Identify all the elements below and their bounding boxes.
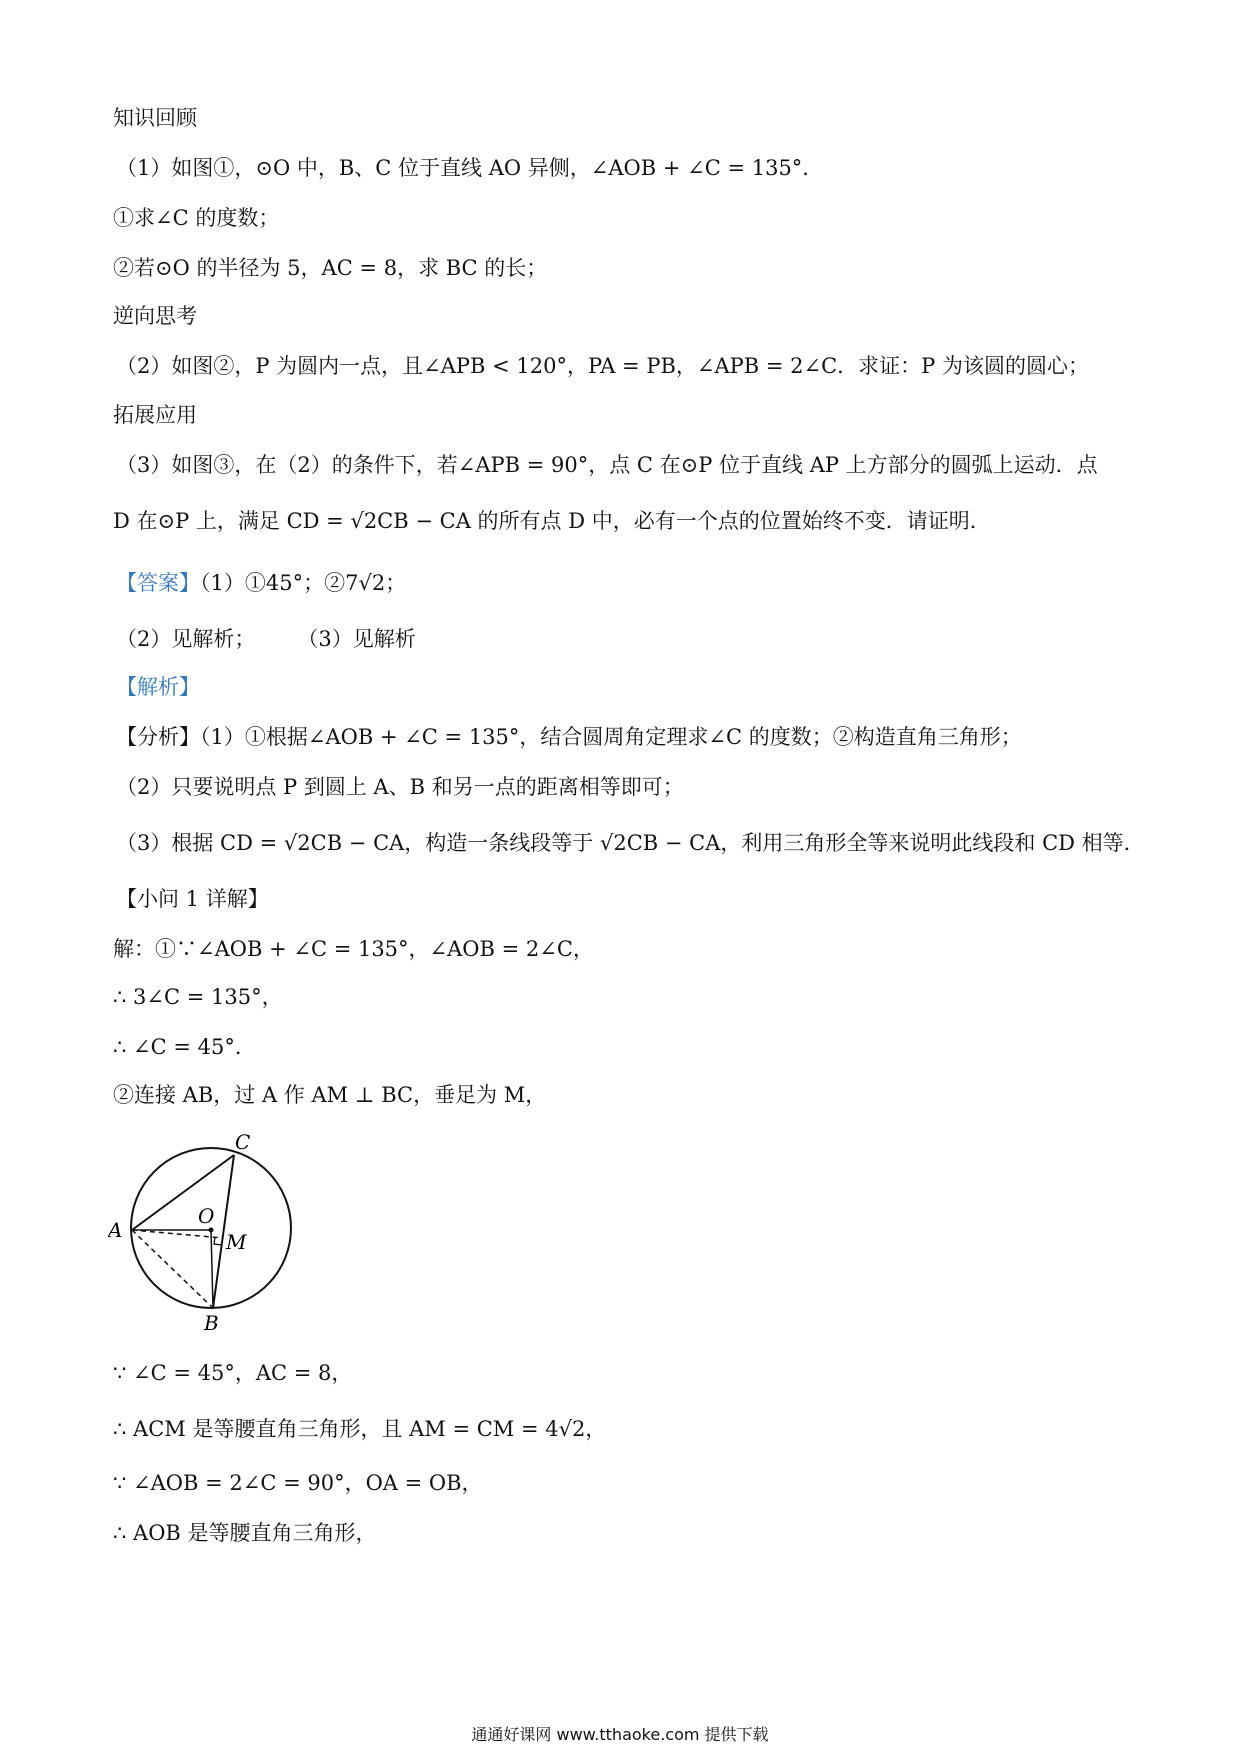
circle-figure: [108, 1125, 318, 1335]
solution-step-7: ∵ ∠AOB = 2∠C = 90°，OA = OB，: [113, 1471, 483, 1495]
solution-step-1: 解：①∵∠AOB + ∠C = 135°，∠AOB = 2∠C，: [113, 937, 594, 961]
label-B: B: [204, 1311, 219, 1335]
label-C: C: [235, 1130, 251, 1154]
question-1-text: （1）如图①，⊙O 中，B、C 位于直线 AO 异侧，∠AOB + ∠C = 135°．: [116, 156, 824, 180]
answer-tag: 【答案】: [116, 571, 200, 595]
center-point: [209, 1228, 214, 1233]
analysis-tag: 【解析】: [116, 675, 200, 699]
analysis-part-3: （3）根据 CD = √2CB − CA，构造一条线段等于 √2CB − CA，利用三角形全等来说明此线段和 CD 相等．: [116, 831, 1145, 855]
analysis-summary: 【分析】（1）①根据∠AOB + ∠C = 135°，结合圆周角定理求∠C 的度数；②构造直角三角形；: [116, 725, 1022, 749]
section-heading-review: 知识回顾: [113, 106, 197, 130]
section-heading-extension: 拓展应用: [113, 403, 197, 427]
question-3-text: （3）如图③，在（2）的条件下，若∠APB = 90°，点 C 在⊙P 位于直线 AP 上方部分的圆弧上运动．点: [116, 453, 1098, 477]
segment-OB: [211, 1230, 213, 1308]
segment-AB-dashed: [132, 1230, 213, 1308]
solution-step-3: ∴ ∠C = 45°．: [113, 1035, 256, 1059]
solution-step-8: ∴ AOB 是等腰直角三角形，: [113, 1521, 377, 1545]
page-footer: 通通好课网 www.tthaoke.com 提供下载: [471, 1725, 769, 1744]
answer-text: （1）①45°；②7√2；: [200, 571, 407, 595]
question-1-part-1: ①求∠C 的度数；: [113, 206, 280, 230]
question-1-part-2: ②若⊙O 的半径为 5，AC = 8，求 BC 的长；: [113, 256, 548, 280]
segment-AC: [132, 1155, 234, 1230]
solution-step-6: ∴ ACM 是等腰直角三角形，且 AM = CM = 4√2，: [113, 1417, 607, 1441]
label-A: A: [108, 1218, 123, 1242]
right-angle-mark: [214, 1237, 222, 1245]
subquestion-1-heading: 【小问 1 详解】: [116, 887, 269, 911]
answer-line-2: （2）见解析； （3）见解析: [116, 627, 416, 651]
question-3-text-continued: D 在⊙P 上，满足 CD = √2CB − CA 的所有点 D 中，必有一个点的位置始终不变．请证明．: [113, 509, 991, 533]
question-2-text: （2）如图②，P 为圆内一点，且∠APB < 120°，PA = PB，∠APB = 2∠C．求证：P 为该圆的圆心；: [116, 354, 1089, 378]
label-O: O: [198, 1204, 215, 1228]
solution-step-2: ∴ 3∠C = 135°，: [113, 985, 283, 1009]
analysis-part-2: （2）只要说明点 P 到圆上 A、B 和另一点的距离相等即可；: [116, 775, 684, 799]
label-M: M: [226, 1230, 247, 1254]
answer-line: [116, 568, 406, 598]
solution-step-4: ②连接 AB，过 A 作 AM ⊥ BC，垂足为 M，: [113, 1083, 547, 1107]
solution-step-5: ∵ ∠C = 45°，AC = 8，: [113, 1361, 353, 1385]
section-heading-reverse: 逆向思考: [113, 304, 197, 328]
